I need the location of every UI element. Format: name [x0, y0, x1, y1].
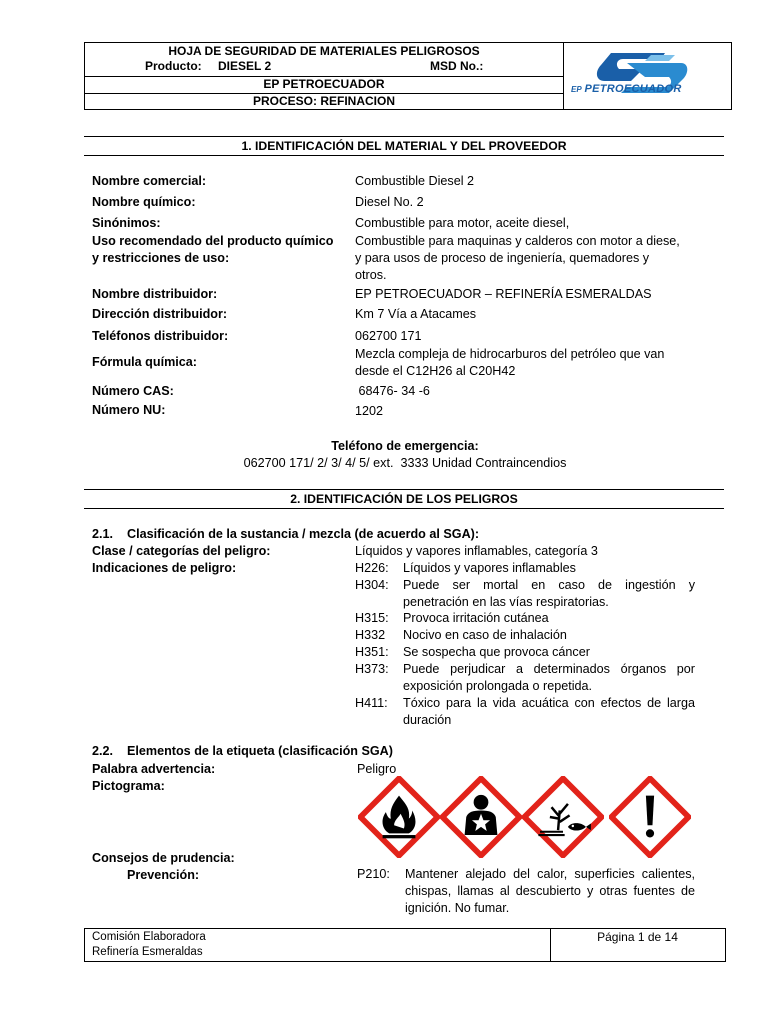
hazard-text: Puede perjudicar a determinados órganos por exposición prolongada o repetida.	[403, 662, 695, 693]
value-synonyms: Combustible para motor, aceite diesel,	[355, 216, 570, 230]
label-chemical-formula: Fórmula química:	[92, 355, 197, 369]
precaution-text: Mantener alejado del calor, superficies calientes, chispas, llamas al descubierto y otras fuentes de ignición. No fumar.	[405, 867, 695, 915]
petroecuador-logo	[565, 45, 731, 109]
process-name: PROCESO: REFINACION	[252, 94, 395, 108]
value-distributor-phones: 062700 171	[355, 329, 422, 343]
product-label: Producto:	[145, 59, 202, 73]
page-number: Página 1 de 14	[597, 930, 678, 944]
footer-committee: Comisión Elaboradora	[92, 931, 206, 943]
hazard-code: H304:	[355, 578, 389, 592]
hazard-code: H373:	[355, 662, 389, 676]
label-hazard-statements: Indicaciones de peligro:	[92, 561, 237, 575]
msd-label: MSD No.:	[430, 59, 484, 73]
document-header	[84, 42, 732, 110]
emergency-phone-label: Teléfono de emergencia:	[331, 439, 479, 453]
hazard-text: Tóxico para la vida acuática con efectos de larga duración	[403, 696, 695, 727]
label-pictogram: Pictograma:	[92, 779, 165, 793]
label-signal-word: Palabra advertencia:	[92, 762, 216, 776]
hazard-code: H411:	[355, 696, 388, 710]
label-hazard-class: Clase / categorías del peligro:	[92, 544, 271, 558]
label-chemical-name: Nombre químico:	[92, 195, 196, 209]
company-name: EP PETROECUADOR	[263, 77, 385, 91]
section-1-title: 1. IDENTIFICACIÓN DEL MATERIAL Y DEL PROVEEDOR	[84, 136, 724, 156]
value-signal-word: Peligro	[357, 762, 397, 776]
subsection-2-1-title: 2.1. Clasificación de la sustancia / mezcla (de acuerdo al SGA):	[92, 527, 480, 541]
hazard-code: H315:	[355, 611, 389, 625]
label-restrictions: y restricciones de uso:	[92, 251, 230, 265]
flame-icon	[358, 776, 440, 858]
health-hazard-icon	[440, 776, 522, 858]
value-cas-number: 68476- 34 -6	[355, 384, 430, 398]
label-recommended-use: Uso recomendado del producto químico	[92, 234, 334, 248]
label-cas-number: Número CAS:	[92, 384, 174, 398]
label-precautionary-advice: Consejos de prudencia:	[92, 851, 235, 865]
hazard-text: Líquidos y vapores inflamables	[403, 561, 576, 575]
logo-prefix: EP	[571, 85, 582, 94]
hazard-code: H226:	[355, 561, 389, 575]
value-chemical-formula-1: Mezcla compleja de hidrocarburos del petróleo que van	[355, 347, 665, 361]
hazard-text: Nocivo en caso de inhalación	[403, 628, 567, 642]
label-synonyms: Sinónimos:	[92, 216, 161, 230]
value-recommended-use-3: otros.	[355, 268, 387, 282]
exclamation-icon	[609, 776, 691, 858]
value-chemical-formula-2: desde el C12H26 al C20H42	[355, 364, 516, 378]
precaution-code: P210:	[357, 867, 390, 881]
footer-refinery: Refinería Esmeraldas	[92, 946, 203, 958]
label-trade-name: Nombre comercial:	[92, 174, 207, 188]
document-footer	[84, 928, 726, 962]
hazard-text: Provoca irritación cutánea	[403, 611, 549, 625]
value-un-number: 1202	[355, 404, 384, 418]
label-distributor-address: Dirección distribuidor:	[92, 307, 228, 321]
value-recommended-use-1: Combustible para maquinas y calderos con motor a diese,	[355, 234, 680, 248]
emergency-phone-value: 062700 171/ 2/ 3/ 4/ 5/ ext. 3333 Unidad Contraincendios	[243, 456, 567, 470]
value-chemical-name: Diesel No. 2	[355, 195, 424, 209]
value-distributor-address: Km 7 Vía a Atacames	[355, 307, 477, 321]
hazard-text: Se sospecha que provoca cáncer	[403, 645, 590, 659]
label-distributor-phones: Teléfonos distribuidor:	[92, 329, 229, 343]
hazard-code: H351:	[355, 645, 389, 659]
document-title: HOJA DE SEGURIDAD DE MATERIALES PELIGROSOS	[168, 44, 480, 58]
label-distributor: Nombre distribuidor:	[92, 287, 218, 301]
section-2-title: 2. IDENTIFICACIÓN DE LOS PELIGROS	[84, 489, 724, 509]
value-distributor: EP PETROECUADOR – REFINERÍA ESMERALDAS	[355, 287, 652, 301]
hazard-code: H332	[355, 628, 386, 642]
environment-icon	[522, 776, 604, 858]
subsection-2-2-title: 2.2. Elementos de la etiqueta (clasificación SGA)	[92, 744, 393, 758]
label-prevention: Prevención:	[127, 868, 200, 882]
hazard-text: Puede ser mortal en caso de ingestión y penetración en las vías respiratorias.	[403, 578, 695, 609]
label-un-number: Número NU:	[92, 403, 166, 417]
value-hazard-class: Líquidos y vapores inflamables, categoría 3	[355, 544, 598, 558]
value-trade-name: Combustible Diesel 2	[355, 174, 474, 188]
product-value: DIESEL 2	[218, 59, 272, 73]
logo-text: PETROECUADOR	[584, 83, 682, 95]
value-recommended-use-2: y para usos de proceso de ingeniería, quemadores y	[355, 251, 650, 265]
